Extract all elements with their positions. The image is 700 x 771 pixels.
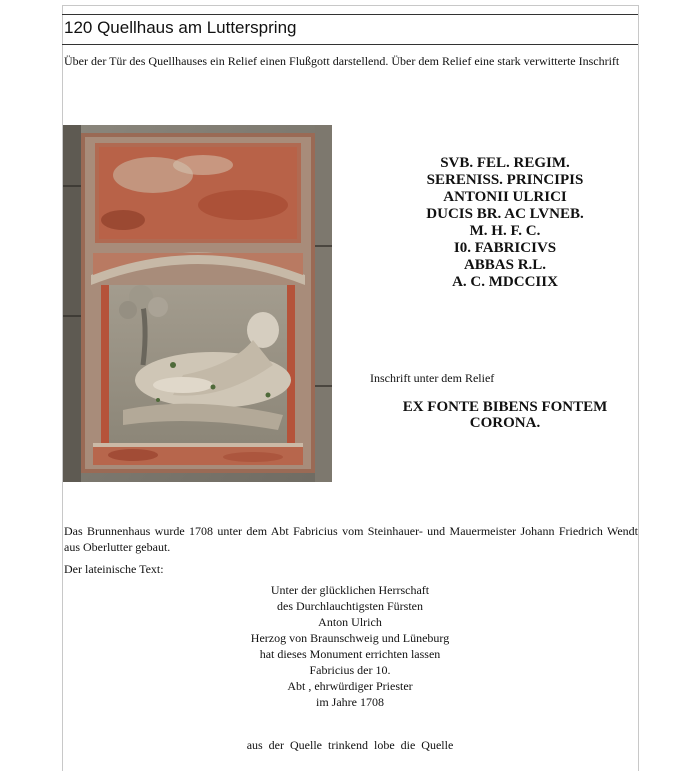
- german-translation: [230, 582, 470, 710]
- inscription-line: ABBAS R.L.: [463, 257, 547, 273]
- translation-line: hat dieses Monument errichten lassen: [259, 647, 441, 661]
- latin-motto: [395, 399, 615, 431]
- translation-line: des Durchlauchtigsten Fürsten: [277, 599, 423, 613]
- inscription-line: DUCIS BR. AC LVNEB.: [426, 206, 584, 222]
- inscription-line: A. C. MDCCIIX: [452, 274, 558, 290]
- inscription-line: SVB. FEL. REGIM.: [440, 155, 570, 171]
- page-title: 120 Quellhaus am Lutterspring: [64, 18, 297, 37]
- translation-line: im Jahre 1708: [316, 695, 384, 709]
- title-rule-top: [62, 14, 638, 15]
- motto-line: EX FONTE BIBENS FONTEM: [402, 399, 608, 415]
- translation-line: Unter der glücklichen Herrschaft: [270, 583, 430, 597]
- translation-line: Abt , ehrwürdiger Priester: [287, 679, 413, 693]
- latin-inscription: [395, 155, 615, 291]
- relief-caption: Inschrift unter dem Relief: [370, 371, 495, 385]
- body-paragraph: Das Brunnenhaus wurde 1708 unter dem Abt Fabricius vom Steinhauer- und Mauermeister Johann Friedrich Wendt aus Oberlutter gebaut.: [64, 524, 638, 554]
- inscription-line: ANTONII ULRICI: [443, 189, 567, 205]
- inscription-line: I0. FABRICIVS: [453, 240, 557, 256]
- inscription-line: SERENISS. PRINCIPIS: [426, 172, 584, 188]
- translation-line: Herzog von Braunschweig und Lüneburg: [250, 631, 450, 645]
- translation-line: Anton Ulrich: [318, 615, 382, 629]
- latin-text-label: Der lateinische Text:: [64, 562, 164, 576]
- motto-line: CORONA.: [469, 415, 541, 431]
- inscription-line: M. H. F. C.: [469, 223, 541, 239]
- intro-text: Über der Tür des Quellhauses ein Relief einen Flußgott darstellend. Über dem Relief eine stark verwitterte Inschrift: [64, 54, 620, 68]
- motto-translation: aus der Quelle trinkend lobe die Quelle: [246, 738, 454, 752]
- translation-line: Fabricius der 10.: [309, 663, 391, 677]
- title-rule-bottom: [62, 44, 638, 45]
- relief-photo: [63, 125, 332, 482]
- relief-image: [63, 125, 332, 482]
